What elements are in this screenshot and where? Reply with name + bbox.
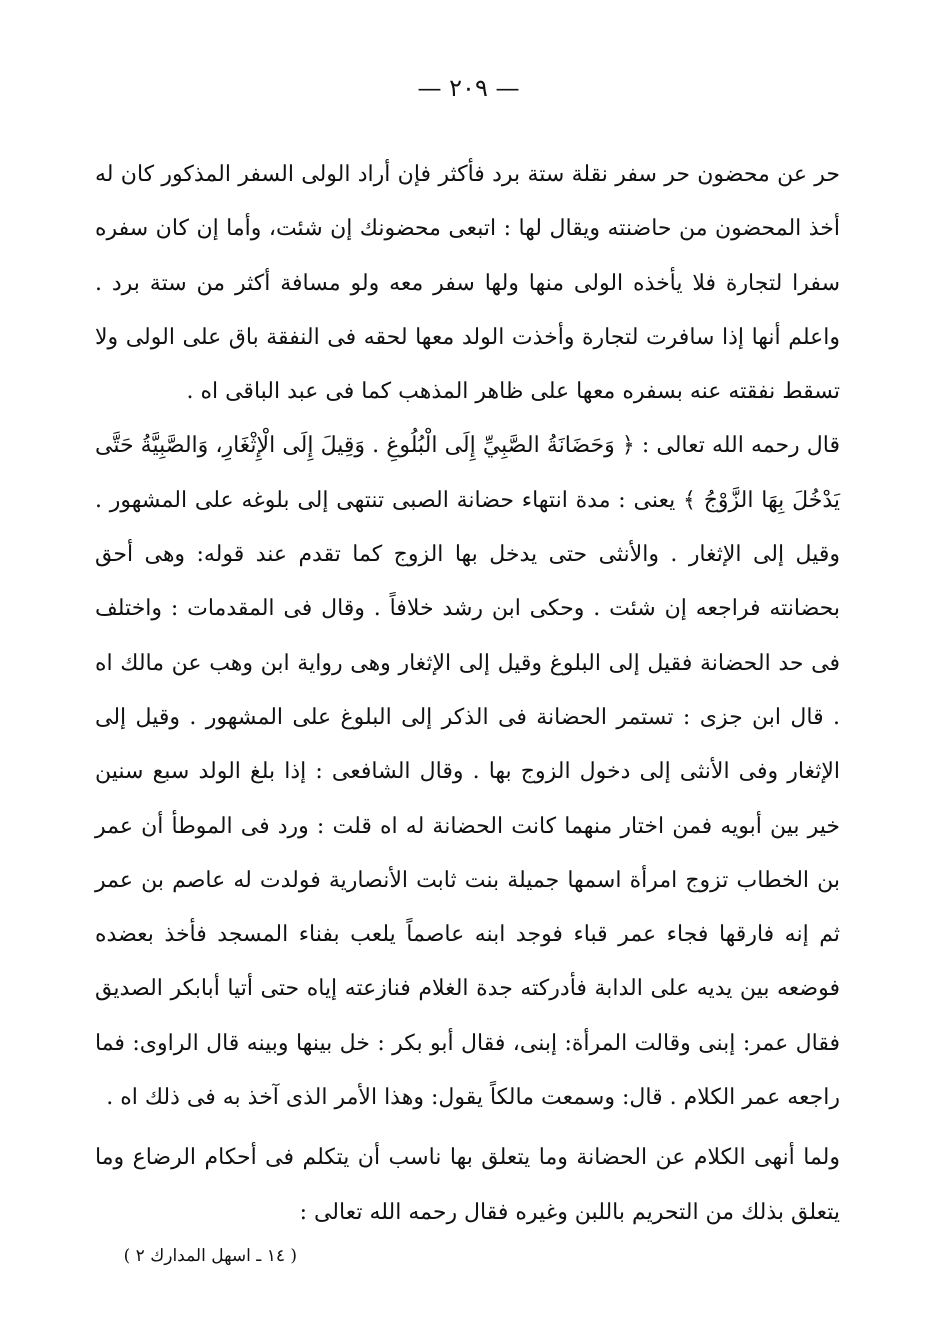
paragraph-travel: حر عن محضون حر سفر نقلة ستة برد فأكثر فإن أراد الولى السفر المذكور كان له أخذ المحضون من حاضنته ويقال لها : اتبعى محضونك إن شئت، وأما إن كان سفره سفرا لتجارة فلا يأخذه الولى منها ولها سفر معه ولو مسافة أكثر من ستة برد . واعلم أنها إذا سافرت لتجارة وأخذت الولد معها لحقه فى النفقة باق على الولى ولا تسقط نفقته عنه بسفره معها على ظاهر المذهب كما فى عبد الباقى اه . bbox=[95, 162, 840, 405]
body-text bbox=[95, 148, 840, 1240]
paragraph-transition-nursing: ولما أنهى الكلام عن الحضانة وما يتعلق بها ناسب أن يتكلم فى أحكام الرضاع وما يتعلق بذلك من التحريم باللبن وغيره فقال رحمه الله تعالى : bbox=[95, 1145, 840, 1225]
paragraph-custody-duration: قال رحمه الله تعالى : ﴿ وَحَضَانَةُ الصَّبِيِّ إِلَى الْبُلُوغِ . وَقِيلَ إِلَى الْإِثْغَارِ، وَالصَّبِيَّةُ حَتَّى يَدْخُلَ بِهَا الزَّوْجُ ﴾ يعنى : مدة انتهاء حضانة الصبى تنتهى إلى بلوغه على المشهور . وقيل إلى الإثغار . والأنثى حتى يدخل بها الزوج كما تقدم عند قوله: وهى أحق بحضانته فراجعه إن شئت . وحكى ابن رشد خلافاً . وقال فى المقدمات : واختلف فى حد الحضانة فقيل إلى البلوغ وقيل إلى الإثغار وهى رواية ابن وهب عن مالك اه . قال ابن جزى : تستمر الحضانة فى الذكر إلى البلوغ على المشهور . وقيل إلى الإثغار وفى الأنثى إلى دخول الزوج بها . وقال الشافعى : إذا بلغ الولد سبع سنين خير بين أبويه فمن اختار منهما كانت الحضانة له اه قلت : ورد فى الموطأ أن عمر بن الخطاب تزوج امرأة اسمها جميلة بنت ثابت الأنصارية فولدت له عاصم بن عمر ثم إنه فارقها فجاء عمر قباء فوجد ابنه عاصماً يلعب بفناء المسجد فأخذ بعضده فوضعه بين يديه على الدابة فأدركته جدة الغلام فنازعته إياه حتى أتيا أبابكر الصديق فقال عمر: إبنى وقالت المرأة: إبنى، فقال أبو بكر : خل بينها وبينه قال الراوى: فما راجعه عمر الكلام . قال: وسمعت مالكاً يقول: وهذا الأمر الذى آخذ به فى ذلك اه . bbox=[95, 433, 840, 1111]
page-number: — ٢٠٩ — bbox=[417, 74, 520, 102]
footer-signature: ( ١٤ ـ اسهل المدارك ٢ ) bbox=[123, 1246, 297, 1266]
